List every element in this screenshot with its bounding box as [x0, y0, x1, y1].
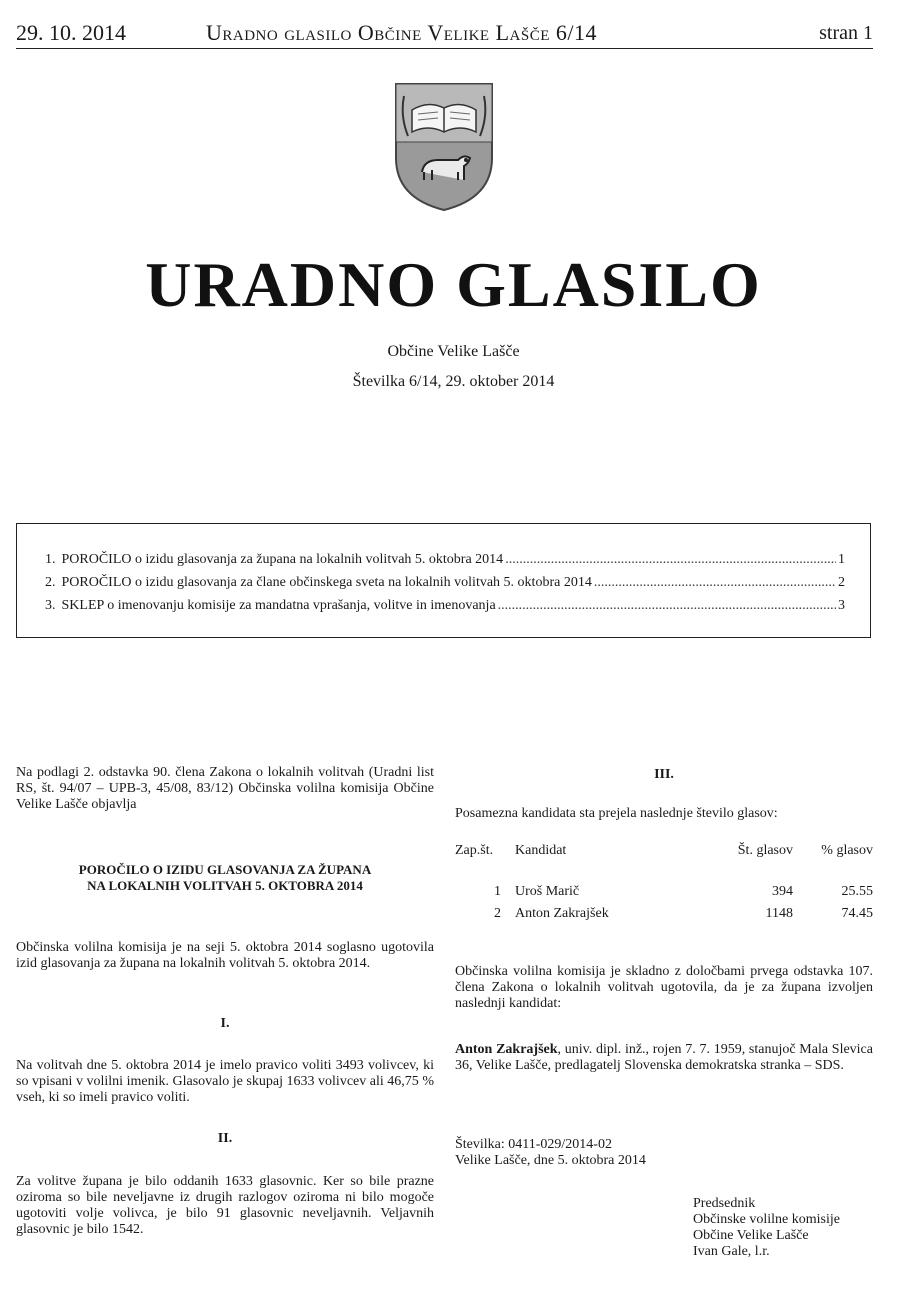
document-title: URADNO GLASILO — [145, 249, 762, 320]
toc-text: SKLEP o imenovanju komisije za mandatna vprašanja, volitve in imenovanja — [61, 598, 496, 613]
toc-page: 1 — [838, 552, 845, 567]
toc-item[interactable] — [45, 598, 845, 614]
table-cell: 1 — [494, 884, 501, 899]
table-cell: 25.55 — [841, 884, 873, 899]
section-heading: III. — [654, 767, 674, 782]
table-cell: 74.45 — [841, 906, 873, 921]
toc-leader — [594, 575, 836, 591]
table-row — [455, 881, 873, 903]
elected-candidate-name: Anton Zakrajšek — [455, 1042, 558, 1057]
table-of-contents — [16, 523, 871, 638]
signature-line: Občine Velike Lašče — [693, 1228, 809, 1243]
page-header — [16, 20, 873, 49]
toc-text: POROČILO o izidu glasovanja za župana na lokalnih volitvah 5. oktobra 2014 — [61, 552, 504, 567]
table-header: Kandidat — [515, 843, 567, 858]
signature-line: Predsednik — [693, 1196, 756, 1211]
intro-paragraph: Na podlagi 2. odstavka 90. člena Zakona o lokalnih volitvah (Uradni list RS, št. 94/07 – UPB-3, 45/08, 83/12) Občinska volilna komisija Občine Velike Lašče objavlja — [16, 765, 434, 812]
paragraph: Občinska volilna komisija je skladno z določbami prvega odstavka 107. člena Zakona o lokalnih volitvah ugotovila, da je za župana izvoljen naslednji kandidat: — [455, 964, 873, 1011]
toc-number: 1. — [45, 552, 56, 567]
document-number-line: Številka: 0411-029/2014-02 — [455, 1137, 612, 1152]
report-heading — [16, 862, 434, 894]
header-title: Uradno glasilo Občine Velike Lašče 6/14 — [206, 20, 597, 45]
header-page-number: stran 1 — [819, 22, 873, 44]
paragraph: Na volitvah dne 5. oktobra 2014 je imelo pravico voliti 3493 volivcev, ki so vpisani v volilni imenik. Glasovalo je skupaj 1633 volivcev ali 46,75 % vseh, ki so imeli pravico voliti. — [16, 1058, 434, 1105]
toc-number: 2. — [45, 575, 56, 590]
toc-leader — [505, 552, 836, 568]
toc-number: 3. — [45, 598, 56, 613]
section-heading: I. — [220, 1016, 230, 1031]
table-header-row — [455, 843, 873, 881]
table-cell: 2 — [494, 906, 501, 921]
table-cell: 1148 — [765, 906, 793, 921]
signature-line: Občinske volilne komisije — [693, 1212, 840, 1227]
paragraph: Občinska volilna komisija je na seji 5. oktobra 2014 soglasno ugotovila izid glasovanja za župana na lokalnih volitvah 5. oktobra 2014. — [16, 940, 434, 971]
header-date: 29. 10. 2014 — [16, 20, 126, 45]
document-subtitle: Občine Velike Lašče — [387, 343, 520, 360]
table-cell: 394 — [772, 884, 793, 899]
report-heading-line: NA LOKALNIH VOLITVAH 5. OKTOBRA 2014 — [87, 878, 363, 893]
signature-block — [693, 1196, 873, 1260]
coat-of-arms-icon — [392, 80, 496, 214]
toc-leader — [498, 598, 836, 614]
toc-text: POROČILO o izidu glasovanja za člane občinskega sveta na lokalnih volitvah 5. oktobra 2014 — [61, 575, 592, 590]
elected-candidate-paragraph — [455, 1042, 873, 1074]
table-cell: Anton Zakrajšek — [515, 906, 609, 921]
issue-number-date: Številka 6/14, 29. oktober 2014 — [352, 373, 555, 390]
table-row — [455, 903, 873, 925]
report-heading-line: POROČILO O IZIDU GLASOVANJA ZA ŽUPANA — [78, 862, 372, 877]
place-date-line: Velike Lašče, dne 5. oktobra 2014 — [455, 1153, 646, 1168]
signature-line: Ivan Gale, l.r. — [693, 1244, 770, 1259]
toc-item[interactable] — [45, 552, 845, 568]
results-table-wrap — [455, 843, 873, 925]
toc-item[interactable] — [45, 575, 845, 591]
table-header: Zap.št. — [455, 843, 494, 858]
toc-page: 2 — [838, 575, 845, 590]
results-table — [455, 843, 873, 925]
paragraph: Posamezna kandidata sta prejela naslednje število glasov: — [455, 806, 778, 821]
paragraph: Za volitve župana je bilo oddanih 1633 glasovnic. Ker so bile prazne oziroma so bile neveljavne iz drugih razlogov oziroma ni bilo mogoče ugotoviti volje volivca, je bilo 91 glasovnic neveljavnih. Veljavnih glasovnic je bilo 1542. — [16, 1174, 434, 1237]
elected-candidate-details: , univ. dipl. inž., rojen 7. 7. 1959, stanujoč Mala Slevica 36, Velike Lašče, predlagatelj Slovenska demokratska stranka – SDS. — [455, 1042, 873, 1073]
table-cell: Uroš Marič — [515, 884, 580, 899]
document-number — [455, 1137, 873, 1169]
table-header: Št. glasov — [737, 843, 793, 858]
table-header: % glasov — [821, 843, 873, 858]
toc-page: 3 — [838, 598, 845, 613]
section-heading: II. — [217, 1131, 233, 1146]
